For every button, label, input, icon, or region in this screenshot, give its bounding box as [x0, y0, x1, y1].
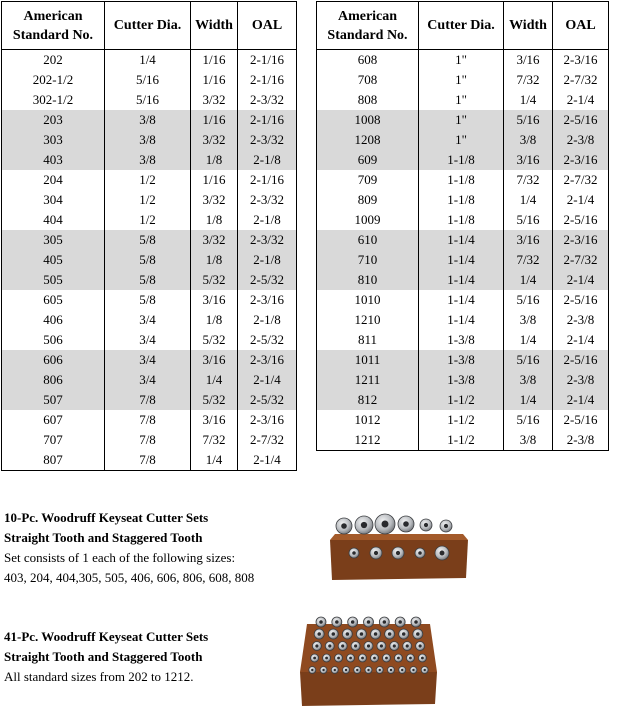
cell-width: 1/16: [191, 170, 238, 190]
cell-standard-no: 605: [2, 290, 105, 310]
cell-oal: 2-1/8: [238, 210, 297, 230]
cell-cutter-dia: 1-1/8: [419, 210, 504, 230]
cell-standard-no: 710: [317, 250, 419, 270]
cell-oal: 2-5/32: [238, 390, 297, 410]
cell-standard-no: 1212: [317, 430, 419, 451]
cutter-hub-icon: [393, 644, 396, 647]
cutter-hub-icon: [335, 620, 339, 624]
cell-width: 3/32: [191, 130, 238, 150]
cell-width: 5/16: [504, 290, 553, 310]
table-row: [2, 430, 297, 450]
cutter-hub-icon: [401, 669, 403, 671]
cutter-hub-icon: [352, 551, 356, 555]
cell-standard-no: 606: [2, 350, 105, 370]
cell-oal: 2-3/16: [238, 350, 297, 370]
cell-standard-no: 405: [2, 250, 105, 270]
header-standard-no: American Standard No.: [317, 2, 419, 50]
cell-standard-no: 302-1/2: [2, 90, 105, 110]
table-row: [2, 250, 297, 270]
cell-cutter-dia: 5/8: [105, 250, 191, 270]
cell-width: 1/8: [191, 250, 238, 270]
ten-piece-set-sizes: 403, 204, 404,305, 505, 406, 606, 806, 608, 808: [4, 570, 255, 585]
cell-standard-no: 812: [317, 390, 419, 410]
cell-standard-no: 1211: [317, 370, 419, 390]
cell-standard-no: 1011: [317, 350, 419, 370]
cutter-hub-icon: [390, 669, 392, 671]
cell-width: 3/8: [504, 430, 553, 451]
cell-standard-no: 202-1/2: [2, 70, 105, 90]
cell-width: 1/8: [191, 150, 238, 170]
ten-piece-set-subtitle: Straight Tooth and Staggered Tooth: [4, 530, 203, 545]
cell-cutter-dia: 1-1/2: [419, 390, 504, 410]
table-row: [2, 50, 297, 71]
cutter-hub-icon: [334, 669, 336, 671]
forty-one-piece-set-desc: All standard sizes from 202 to 1212.: [4, 669, 194, 684]
cell-cutter-dia: 5/8: [105, 270, 191, 290]
cell-width: 3/16: [504, 230, 553, 250]
cell-cutter-dia: 1-1/4: [419, 270, 504, 290]
cutter-hub-icon: [319, 620, 323, 624]
cell-oal: 2-1/8: [238, 310, 297, 330]
cutter-hub-icon: [396, 551, 400, 555]
cutter-hub-icon: [374, 632, 378, 636]
cell-width: 5/16: [504, 410, 553, 430]
cutter-hub-icon: [385, 657, 388, 660]
cell-oal: 2-7/32: [553, 170, 609, 190]
table-row: [2, 330, 297, 350]
cell-standard-no: 204: [2, 170, 105, 190]
cell-standard-no: 304: [2, 190, 105, 210]
cell-width: 5/16: [504, 110, 553, 130]
cutter-hub-icon: [346, 632, 350, 636]
cell-width: 1/4: [504, 270, 553, 290]
cutter-hub-icon: [356, 669, 358, 671]
cell-width: 3/16: [191, 290, 238, 310]
cell-cutter-dia: 7/8: [105, 430, 191, 450]
cutter-hub-icon: [444, 524, 448, 528]
cutter-hub-icon: [380, 644, 383, 647]
cutter-hub-icon: [337, 657, 340, 660]
cell-cutter-dia: 5/8: [105, 290, 191, 310]
cell-cutter-dia: 3/4: [105, 370, 191, 390]
cell-width: 3/32: [191, 90, 238, 110]
ten-piece-set-title: 10-Pc. Woodruff Keyseat Cutter Sets: [4, 510, 209, 525]
cell-oal: 2-3/16: [553, 150, 609, 170]
table-row: [2, 310, 297, 330]
cutter-hub-icon: [360, 632, 364, 636]
cutter-hub-icon: [403, 521, 409, 527]
cutter-hub-icon: [328, 644, 331, 647]
table-row: [2, 110, 297, 130]
cell-cutter-dia: 5/16: [105, 70, 191, 90]
cell-standard-no: 709: [317, 170, 419, 190]
cutter-hub-icon: [345, 669, 347, 671]
cell-width: 3/8: [504, 370, 553, 390]
cell-oal: 2-5/16: [553, 210, 609, 230]
cell-cutter-dia: 3/8: [105, 150, 191, 170]
table-row: [2, 210, 297, 230]
cutter-spec-table-right: [316, 1, 609, 451]
cell-width: 1/8: [191, 210, 238, 230]
cell-cutter-dia: 3/8: [105, 130, 191, 150]
cell-standard-no: 1208: [317, 130, 419, 150]
cell-cutter-dia: 1-1/4: [419, 290, 504, 310]
cell-standard-no: 608: [317, 50, 419, 71]
cell-oal: 2-3/8: [553, 310, 609, 330]
cutter-hub-icon: [373, 657, 376, 660]
cell-oal: 2-5/16: [553, 410, 609, 430]
table-row: [317, 50, 609, 71]
cell-standard-no: 806: [2, 370, 105, 390]
cutter-hub-icon: [325, 657, 328, 660]
cell-oal: 2-1/4: [553, 90, 609, 110]
table-row: [317, 430, 609, 451]
cell-standard-no: 1012: [317, 410, 419, 430]
table-row: [2, 290, 297, 310]
cell-standard-no: 1009: [317, 210, 419, 230]
cell-cutter-dia: 1": [419, 110, 504, 130]
cutter-hub-icon: [416, 632, 420, 636]
cell-standard-no: 506: [2, 330, 105, 350]
cell-standard-no: 203: [2, 110, 105, 130]
cell-width: 1/4: [504, 390, 553, 410]
table-header-row: [2, 2, 297, 50]
table-row: [317, 150, 609, 170]
cell-oal: 2-7/32: [553, 70, 609, 90]
cell-oal: 2-3/16: [553, 230, 609, 250]
cell-width: 5/16: [504, 210, 553, 230]
cell-width: 1/4: [504, 330, 553, 350]
cell-width: 1/4: [504, 190, 553, 210]
table-row: [2, 70, 297, 90]
cell-cutter-dia: 1-1/8: [419, 190, 504, 210]
cell-oal: 2-1/16: [238, 70, 297, 90]
cell-width: 1/4: [191, 450, 238, 471]
header-standard-no: American Standard No.: [2, 2, 105, 50]
cutter-hub-icon: [322, 669, 324, 671]
table-row: [317, 270, 609, 290]
cell-cutter-dia: 1-1/4: [419, 230, 504, 250]
cutter-hub-icon: [317, 632, 321, 636]
cutter-hub-icon: [361, 522, 367, 528]
cutter-hub-icon: [367, 644, 370, 647]
table-row: [2, 270, 297, 290]
cell-width: 1/16: [191, 50, 238, 71]
cell-oal: 2-1/4: [553, 390, 609, 410]
cell-width: 5/32: [191, 330, 238, 350]
cutter-hub-icon: [349, 657, 352, 660]
header-oal: OAL: [553, 2, 609, 50]
cell-standard-no: 507: [2, 390, 105, 410]
cell-cutter-dia: 1/2: [105, 170, 191, 190]
table-row: [317, 250, 609, 270]
cell-oal: 2-1/16: [238, 110, 297, 130]
table-row: [317, 390, 609, 410]
cutter-hub-icon: [367, 669, 369, 671]
cutter-hub-icon: [379, 669, 381, 671]
forty-one-piece-set-description: [4, 627, 208, 687]
cell-oal: 2-3/16: [553, 50, 609, 71]
cell-width: 7/32: [191, 430, 238, 450]
cell-cutter-dia: 1/2: [105, 190, 191, 210]
cell-oal: 2-3/32: [238, 230, 297, 250]
cell-width: 7/32: [504, 170, 553, 190]
cell-standard-no: 1008: [317, 110, 419, 130]
cell-standard-no: 708: [317, 70, 419, 90]
cell-cutter-dia: 1-1/8: [419, 150, 504, 170]
cell-standard-no: 811: [317, 330, 419, 350]
cutter-hub-icon: [315, 644, 318, 647]
cell-oal: 2-5/32: [238, 330, 297, 350]
cell-standard-no: 810: [317, 270, 419, 290]
cell-oal: 2-1/4: [238, 370, 297, 390]
cutter-hub-icon: [409, 657, 412, 660]
cell-cutter-dia: 1": [419, 70, 504, 90]
header-cutter-dia: Cutter Dia.: [105, 2, 191, 50]
table-row: [317, 370, 609, 390]
table-row: [2, 350, 297, 370]
cell-width: 1/4: [191, 370, 238, 390]
cutter-hub-icon: [382, 521, 389, 528]
cell-standard-no: 1210: [317, 310, 419, 330]
cutter-hub-icon: [397, 657, 400, 660]
cutter-hub-icon: [311, 669, 313, 671]
cell-width: 3/16: [504, 150, 553, 170]
cell-cutter-dia: 1/4: [105, 50, 191, 71]
table-row: [2, 190, 297, 210]
cell-oal: 2-5/16: [553, 290, 609, 310]
cutter-hub-icon: [361, 657, 364, 660]
cell-standard-no: 808: [317, 90, 419, 110]
cell-cutter-dia: 1-1/2: [419, 410, 504, 430]
table-row: [317, 170, 609, 190]
cell-standard-no: 1010: [317, 290, 419, 310]
cell-cutter-dia: 1-3/8: [419, 350, 504, 370]
cell-oal: 2-5/16: [553, 350, 609, 370]
cell-cutter-dia: 3/4: [105, 330, 191, 350]
cell-width: 1/4: [504, 90, 553, 110]
cutter-hub-icon: [388, 632, 392, 636]
cell-standard-no: 403: [2, 150, 105, 170]
cutter-hub-icon: [383, 620, 387, 624]
cutter-hub-icon: [418, 551, 422, 555]
cutter-hub-icon: [423, 669, 425, 671]
table-row: [2, 390, 297, 410]
cell-width: 3/16: [191, 410, 238, 430]
cell-oal: 2-7/32: [553, 250, 609, 270]
cell-oal: 2-3/8: [553, 130, 609, 150]
table-header-row: [317, 2, 609, 50]
cell-width: 7/32: [504, 70, 553, 90]
cutter-hub-icon: [354, 644, 357, 647]
cell-cutter-dia: 5/16: [105, 90, 191, 110]
cell-cutter-dia: 3/8: [105, 110, 191, 130]
table-row: [317, 290, 609, 310]
cell-standard-no: 809: [317, 190, 419, 210]
table-row: [317, 130, 609, 150]
cell-cutter-dia: 1-3/8: [419, 370, 504, 390]
cutter-hub-icon: [341, 523, 347, 529]
cutter-hub-icon: [351, 620, 355, 624]
cell-cutter-dia: 3/4: [105, 310, 191, 330]
cutter-hub-icon: [332, 632, 336, 636]
forty-one-piece-set-title: 41-Pc. Woodruff Keyseat Cutter Sets: [4, 629, 209, 644]
cell-oal: 2-1/4: [553, 270, 609, 290]
cell-cutter-dia: 1-1/4: [419, 310, 504, 330]
cell-oal: 2-1/4: [553, 190, 609, 210]
table-row: [2, 450, 297, 471]
cell-cutter-dia: 7/8: [105, 390, 191, 410]
cutter-hub-icon: [398, 620, 402, 624]
cell-cutter-dia: 1/2: [105, 210, 191, 230]
cell-cutter-dia: 7/8: [105, 450, 191, 471]
cell-oal: 2-3/16: [238, 410, 297, 430]
cell-width: 3/8: [504, 310, 553, 330]
table-row: [317, 190, 609, 210]
cell-width: 3/16: [504, 50, 553, 71]
cell-cutter-dia: 1": [419, 50, 504, 71]
cutter-hub-icon: [367, 620, 371, 624]
forty-one-piece-set-photo: [300, 612, 437, 706]
table-row: [317, 330, 609, 350]
cell-width: 1/16: [191, 70, 238, 90]
cell-cutter-dia: 1": [419, 130, 504, 150]
cell-width: 3/16: [191, 350, 238, 370]
cell-standard-no: 406: [2, 310, 105, 330]
cell-standard-no: 305: [2, 230, 105, 250]
table-row: [2, 130, 297, 150]
cutter-hub-icon: [424, 523, 428, 527]
cell-cutter-dia: 1": [419, 90, 504, 110]
ten-piece-set-description: [4, 508, 254, 588]
cell-width: 3/32: [191, 190, 238, 210]
cell-standard-no: 707: [2, 430, 105, 450]
cutter-hub-icon: [419, 644, 422, 647]
cell-width: 3/32: [191, 230, 238, 250]
cell-width: 5/32: [191, 390, 238, 410]
cell-oal: 2-3/32: [238, 190, 297, 210]
cell-oal: 2-1/16: [238, 50, 297, 71]
table-row: [2, 150, 297, 170]
header-width: Width: [191, 2, 238, 50]
cell-standard-no: 807: [2, 450, 105, 471]
cutter-hub-icon: [341, 644, 344, 647]
table-row: [2, 90, 297, 110]
table-row: [2, 170, 297, 190]
cell-width: 3/8: [504, 130, 553, 150]
table-row: [317, 90, 609, 110]
cell-oal: 2-1/4: [238, 450, 297, 471]
cell-standard-no: 202: [2, 50, 105, 71]
cell-oal: 2-1/8: [238, 150, 297, 170]
header-width: Width: [504, 2, 553, 50]
cutter-hub-icon: [313, 657, 316, 660]
cell-oal: 2-3/16: [238, 290, 297, 310]
table-row: [317, 410, 609, 430]
table-row: [2, 410, 297, 430]
cell-oal: 2-5/32: [238, 270, 297, 290]
cell-standard-no: 609: [317, 150, 419, 170]
table-row: [2, 230, 297, 250]
cell-cutter-dia: 1-1/8: [419, 170, 504, 190]
ten-piece-set-desc: Set consists of 1 each of the following sizes:: [4, 550, 236, 565]
table-row: [317, 210, 609, 230]
cutter-hub-icon: [374, 551, 378, 555]
cell-oal: 2-3/8: [553, 430, 609, 451]
cell-oal: 2-3/32: [238, 130, 297, 150]
cell-standard-no: 610: [317, 230, 419, 250]
table-row: [317, 350, 609, 370]
cutter-hub-icon: [402, 632, 406, 636]
cutter-spec-table-left: [1, 1, 297, 471]
cell-width: 5/32: [191, 270, 238, 290]
cell-cutter-dia: 1-3/8: [419, 330, 504, 350]
cell-standard-no: 303: [2, 130, 105, 150]
cell-cutter-dia: 3/4: [105, 350, 191, 370]
cell-cutter-dia: 5/8: [105, 230, 191, 250]
cell-width: 5/16: [504, 350, 553, 370]
cell-cutter-dia: 1-1/2: [419, 430, 504, 451]
cell-cutter-dia: 7/8: [105, 410, 191, 430]
table-row: [317, 310, 609, 330]
cell-oal: 2-1/4: [553, 330, 609, 350]
header-oal: OAL: [238, 2, 297, 50]
cell-oal: 2-7/32: [238, 430, 297, 450]
table-row: [2, 370, 297, 390]
cell-standard-no: 404: [2, 210, 105, 230]
table-row: [317, 110, 609, 130]
cell-oal: 2-5/16: [553, 110, 609, 130]
ten-piece-set-photo: [330, 510, 468, 580]
cutter-hub-icon: [412, 669, 414, 671]
cutter-hub-icon: [414, 620, 418, 624]
cell-oal: 2-1/8: [238, 250, 297, 270]
table-row: [317, 70, 609, 90]
cell-width: 1/8: [191, 310, 238, 330]
cell-cutter-dia: 1-1/4: [419, 250, 504, 270]
cell-width: 1/16: [191, 110, 238, 130]
cell-oal: 2-3/8: [553, 370, 609, 390]
cell-width: 7/32: [504, 250, 553, 270]
cutter-hub-icon: [440, 551, 445, 556]
cutter-hub-icon: [421, 657, 424, 660]
table-row: [317, 230, 609, 250]
cell-oal: 2-3/32: [238, 90, 297, 110]
cutter-hub-icon: [406, 644, 409, 647]
header-cutter-dia: Cutter Dia.: [419, 2, 504, 50]
cell-standard-no: 607: [2, 410, 105, 430]
cell-standard-no: 505: [2, 270, 105, 290]
cell-oal: 2-1/16: [238, 170, 297, 190]
forty-one-piece-set-subtitle: Straight Tooth and Staggered Tooth: [4, 649, 203, 664]
